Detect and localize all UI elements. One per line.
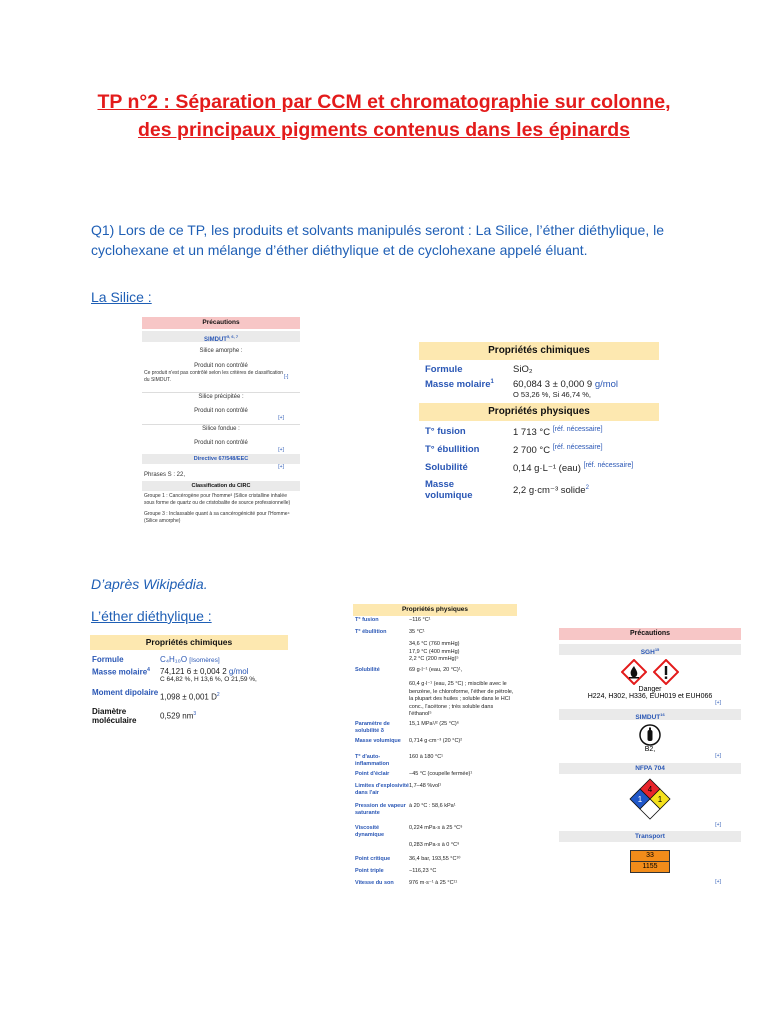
ether-phys-row-value: 976 m·s⁻¹ à 25 °C¹¹: [409, 879, 458, 886]
ether-phys-header: Propriétés physiques: [353, 604, 517, 616]
silice-precautions-box: [142, 317, 300, 557]
ether-phys-row: [353, 616, 517, 628]
silice-heading: La Silice :: [91, 289, 152, 305]
ether-precautions-box: [559, 628, 741, 936]
ether-edit-link-3[interactable]: [+]: [715, 822, 721, 828]
ether-nfpa-header: NFPA 704: [559, 763, 741, 774]
ether-dipole-label: Moment dipolaire: [92, 688, 159, 697]
silice-edit-link-3[interactable]: [+]: [278, 447, 284, 453]
ether-sgh-header: [559, 644, 741, 655]
silice-precipitee-status: Produit non contrôlé: [194, 408, 248, 414]
silice-circ-groupe1: Groupe 1 : Cancérogène pour l'homme³ (Silice cristalline inhalée sous forme de quartz ou de cristobalite de source professionnelle): [144, 493, 291, 506]
silice-precautions-header: Précautions: [142, 317, 300, 329]
silice-amorphe-status: Produit non contrôlé: [194, 363, 248, 369]
ether-formule-value[interactable]: C₄H₁₀O: [160, 655, 188, 664]
ether-phys-row-value: 0,224 mPa·s à 25 °C⁹: [409, 824, 463, 831]
ether-phys-row-label: [355, 681, 409, 719]
ether-phys-row-label: Vitesse du son: [355, 879, 394, 886]
ether-phys-row-label: T° d'auto-inflammation: [355, 753, 390, 767]
silice-circ-groupe3: Groupe 3 : Inclassable quant à sa cancérogénicité pour l'Homme⁴ (Silice amorphe): [144, 511, 290, 524]
ether-chem-header: Propriétés chimiques: [90, 635, 288, 650]
ether-phys-row-label: Solubilité: [355, 667, 380, 673]
ether-edit-link-1[interactable]: [+]: [715, 700, 721, 706]
wikipedia-credit: D’après Wikipédia.: [91, 576, 208, 592]
ether-phys-row-value: 0,714 g·cm⁻³ (20 °C)²: [409, 737, 463, 744]
silice-phrases-s: Phrases S : 22,: [144, 472, 186, 478]
nfpa-diamond: [559, 778, 741, 822]
ether-phys-row: [353, 680, 517, 720]
ether-phys-row-label: Point d'éclair: [355, 770, 390, 777]
silice-masse-label: Masse molaire: [425, 379, 491, 391]
silice-chem-header: Propriétés chimiques: [419, 342, 659, 360]
ether-phys-row: [353, 782, 517, 802]
ether-phys-row: [353, 879, 517, 893]
ether-precautions-header: Précautions: [559, 628, 741, 640]
ether-isomeres-link[interactable]: [Isomères]: [189, 657, 220, 664]
ether-phys-row-value: 1,7–48 %vol¹: [409, 782, 442, 789]
flame-icon: [621, 659, 647, 685]
silice-formule-label: Formule: [425, 364, 463, 375]
ether-edit-link-4[interactable]: [+]: [715, 879, 721, 885]
ether-heading: L’éther diéthylique :: [91, 608, 212, 624]
silice-masse-comp: O 53,26 %, Si 46,74 %,: [513, 390, 591, 399]
ether-phys-row-label: [355, 641, 409, 665]
nfpa-fire-value: 4: [647, 785, 653, 794]
silice-edit-link-1[interactable]: [-]: [284, 374, 289, 380]
ether-phys-row-label: [355, 842, 409, 854]
ether-phys-row-label: Viscosité dynamique: [355, 824, 385, 838]
ether-phys-box: [353, 604, 517, 936]
silice-amorphe-note: Ce produit n'est pas contrôlé selon les critères de classification du SIMDUT.: [144, 370, 284, 383]
ether-phys-row-value: 34,6 °C (760 mmHg) 17,9 °C (400 mmHg) 2,2 °C (200 mmHg)⁵: [409, 641, 460, 662]
silice-formule-value: SiO₂: [513, 364, 533, 375]
silice-masse-value: 60,084 3 ± 0,000 9: [513, 379, 593, 390]
silice-simdut-label: SIMDUT: [203, 337, 227, 343]
ether-edit-link-2[interactable]: [+]: [715, 753, 721, 759]
silice-masse-vol-value: 2,2 g·cm⁻³ solide: [513, 485, 586, 497]
ether-dipole-value: 1,098 ± 0,001 D: [160, 692, 217, 702]
ether-masse-comp: C 64,82 %, H 13,6 %, O 21,59 %,: [160, 676, 257, 683]
ether-phys-row: [353, 867, 517, 879]
transport-hazard-number: 33: [631, 851, 669, 862]
silice-simdut-header: [142, 331, 300, 342]
ether-phys-row-label: T° fusion: [355, 617, 379, 623]
ether-phys-row: [353, 753, 517, 770]
silice-solub-ref[interactable]: [réf. nécessaire]: [583, 462, 634, 470]
gas-cylinder-icon: [639, 724, 661, 746]
ether-h-phrases: H224, H302, H336, EUH019 et EUH066: [587, 693, 713, 700]
ether-phys-row-label: Paramètre de solubilité δ: [355, 720, 390, 734]
transport-un-number: 1155: [642, 863, 658, 870]
silice-masse-vol-ref: 2: [585, 485, 589, 492]
ether-phys-row-value: 60,4 g·l⁻¹ (eau, 25 °C) ; miscible avec le benzène, le chloroforme, l'éther de pétrole, la plupart des huiles ; soluble dans le HCl conc., l'acétone ; très soluble dans l'éthanol⁵: [409, 681, 514, 717]
silice-simdut-refs: 5, 6, 7: [226, 334, 239, 339]
ether-phys-row: [353, 855, 517, 867]
silice-ebull-ref[interactable]: [réf. nécessaire]: [552, 444, 603, 452]
ether-phys-row-label: T° ébullition: [355, 629, 387, 635]
silice-solub-value: 0,14 g·L⁻¹ (eau): [513, 463, 581, 475]
ether-phys-row: [353, 640, 517, 666]
ether-phys-row-label: Masse volumique: [355, 737, 401, 744]
ether-phys-row-value: 0,283 mPa·s à 0 °C⁹: [409, 841, 460, 848]
simdut-pictogram: [559, 724, 741, 746]
silice-amorphe-label: Silice amorphe :: [199, 348, 243, 354]
silice-edit-link-2[interactable]: [+]: [278, 415, 284, 421]
ether-simdut-label: SIMDUT: [635, 714, 661, 722]
ether-simdut-header: [559, 709, 741, 720]
ether-formule-label: Formule: [92, 655, 124, 664]
ether-phys-row: [353, 628, 517, 640]
ether-simdut-class: B2,: [644, 746, 656, 753]
ether-masse-unit[interactable]: g/mol: [228, 667, 249, 676]
ether-phys-row: [353, 770, 517, 782]
ether-phys-row-label: Point critique: [355, 855, 391, 862]
ether-chem-box: [90, 635, 288, 739]
ether-phys-row-label: Pression de vapeur saturante: [355, 802, 406, 816]
ether-phys-row: [353, 802, 517, 824]
ether-masse-ref: 4: [147, 667, 150, 673]
silice-circ-header: Classification du CIRC: [142, 481, 300, 491]
ether-phys-row-value: 15,1 MPa¹/² (25 °C)⁶: [409, 720, 460, 727]
silice-ebull-label: T° ébullition: [425, 444, 480, 456]
ether-danger-word: Danger: [638, 686, 662, 693]
ether-phys-row: [353, 720, 517, 737]
nfpa-health-value: 1: [637, 795, 643, 804]
ether-phys-row-value: −116,23 °C: [409, 867, 437, 874]
ether-simdut-ref: 16: [660, 712, 665, 717]
ether-phys-row-value: 35 °C¹: [409, 629, 425, 635]
silice-masse-ref: 1: [490, 379, 494, 385]
ether-phys-row-value: −45 °C (coupelle fermée)¹: [409, 770, 473, 777]
ether-dipole-ref: 2: [216, 692, 220, 698]
exclamation-icon: [653, 659, 679, 685]
ether-phys-rows: [353, 616, 517, 893]
nfpa-react-value: 1: [657, 795, 663, 804]
ether-phys-row-label: Point triple: [355, 867, 384, 874]
silice-fusion-value: 1 713 °C: [513, 427, 551, 439]
ether-diam-value: 0,529 nm: [160, 711, 194, 721]
ether-sgh-label: SGH: [640, 649, 655, 657]
ether-phys-row-value: 36,4 bar, 193,55 °C¹⁰: [409, 855, 461, 862]
question-1-text: Q1) Lors de ce TP, les produits et solvants manipulés seront : La Silice, l’éther diéthylique, le cyclohexane et un mélange d’éther diéthylique et de cyclohexane appelé éluant.: [91, 222, 665, 258]
silice-fusion-ref[interactable]: [réf. nécessaire]: [552, 426, 603, 433]
ghs-pictograms: [559, 659, 741, 685]
ether-masse-value: 74,121 6 ± 0,004 2: [160, 667, 227, 676]
page-title: TP n°2 : Séparation par CCM et chromatographie sur colonne, des principaux pigments contenus dans les épinards: [97, 91, 671, 141]
ether-phys-row: [353, 737, 517, 753]
silice-fusion-label: T° fusion: [425, 426, 466, 437]
silice-phys-header: Propriétés physiques: [419, 403, 659, 421]
ether-diam-ref: 3: [193, 710, 197, 717]
ether-phys-row: [353, 666, 517, 680]
ether-phys-row-value: 160 à 180 °C¹: [409, 753, 443, 760]
silice-solub-label: Solubilité: [425, 462, 468, 474]
ether-sgh-ref: 15: [654, 647, 660, 652]
silice-ebull-value: 2 700 °C: [513, 445, 551, 457]
nfpa-704-diamond-icon: [628, 778, 672, 822]
silice-fondue-status: Produit non contrôlé: [194, 440, 248, 446]
silice-properties-box: [419, 342, 659, 518]
silice-fondue-label: Silice fondue :: [142, 424, 300, 433]
ether-phys-row-label: Limites d'explosivité dans l'air: [355, 782, 409, 796]
silice-precipitee-label: Silice précipitée :: [142, 392, 300, 401]
ether-diam-label: Diamètre moléculaire: [92, 706, 137, 725]
ether-phys-row-value: à 20 °C : 58,6 kPa¹: [409, 802, 456, 809]
ether-transport-header: Transport: [559, 831, 741, 842]
ether-phys-row: [353, 841, 517, 855]
ether-masse-label: Masse molaire: [92, 667, 148, 677]
ether-phys-row-value: −116 °C¹: [409, 617, 431, 623]
silice-masse-vol-label: Masse volumique: [425, 479, 473, 502]
silice-masse-unit[interactable]: g/mol: [594, 379, 619, 390]
silice-directive-header: Directive 67/548/EEC: [142, 454, 300, 464]
silice-edit-link-4[interactable]: [+]: [278, 464, 284, 470]
transport-plate: [559, 850, 741, 873]
ether-phys-row: [353, 824, 517, 841]
ether-phys-row-value: 69 g·l⁻¹ (eau, 20 °C)¹,: [409, 667, 463, 673]
